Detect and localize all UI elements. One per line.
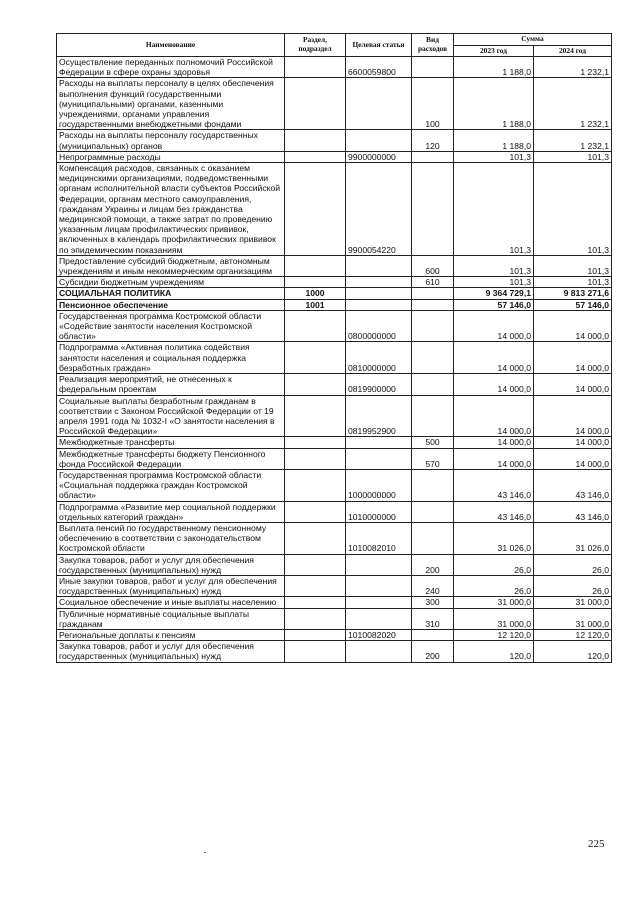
cell-article: 1010082010 <box>346 522 412 554</box>
cell-2024: 43 146,0 <box>534 501 612 522</box>
cell-2024: 101,3 <box>534 255 612 276</box>
cell-section <box>285 374 346 395</box>
cell-2023: 12 120,0 <box>454 629 534 640</box>
cell-type: 500 <box>412 437 454 448</box>
cell-article: 0819900000 <box>346 374 412 395</box>
cell-2024: 101,3 <box>534 277 612 288</box>
cell-2023: 31 026,0 <box>454 522 534 554</box>
cell-name: Социальное обеспечение и иные выплаты населению <box>57 597 285 608</box>
cell-2023: 57 146,0 <box>454 299 534 310</box>
cell-section <box>285 342 346 374</box>
cell-type <box>412 310 454 342</box>
cell-2024: 101,3 <box>534 151 612 162</box>
cell-type: 300 <box>412 597 454 608</box>
cell-2023: 101,3 <box>454 255 534 276</box>
cell-section <box>285 57 346 78</box>
cell-2023: 26,0 <box>454 554 534 575</box>
header-article: Целевая статья <box>346 34 412 57</box>
header-sum: Сумма <box>454 34 612 46</box>
cell-name: Межбюджетные трансферты бюджету Пенсионного фонда Российской Федерации <box>57 448 285 469</box>
cell-2023: 14 000,0 <box>454 342 534 374</box>
cell-2024: 14 000,0 <box>534 342 612 374</box>
header-year-2023: 2023 год <box>454 46 534 57</box>
cell-article <box>346 437 412 448</box>
cell-article: 1010082020 <box>346 629 412 640</box>
cell-2024: 12 120,0 <box>534 629 612 640</box>
cell-section <box>285 597 346 608</box>
cell-type <box>412 501 454 522</box>
cell-2024: 14 000,0 <box>534 310 612 342</box>
cell-2023: 26,0 <box>454 575 534 596</box>
table-row <box>57 299 612 310</box>
cell-section <box>285 608 346 629</box>
cell-article: 1000000000 <box>346 469 412 501</box>
header-section: Раздел, подраздел <box>285 34 346 57</box>
cell-section <box>285 255 346 276</box>
cell-2024: 9 813 271,6 <box>534 288 612 299</box>
table-row <box>57 554 612 575</box>
cell-type <box>412 342 454 374</box>
table-row <box>57 395 612 437</box>
cell-section: 1000 <box>285 288 346 299</box>
cell-type: 610 <box>412 277 454 288</box>
cell-2024: 14 000,0 <box>534 437 612 448</box>
table-row <box>57 629 612 640</box>
header-year-2024: 2024 год <box>534 46 612 57</box>
cell-section <box>285 469 346 501</box>
cell-article <box>346 608 412 629</box>
cell-2023: 14 000,0 <box>454 310 534 342</box>
cell-type: 200 <box>412 554 454 575</box>
table-row <box>57 374 612 395</box>
cell-name: Закупка товаров, работ и услуг для обеспечения государственных (муниципальных) нужд <box>57 641 285 662</box>
cell-2024: 57 146,0 <box>534 299 612 310</box>
table-row <box>57 163 612 256</box>
cell-2023: 14 000,0 <box>454 448 534 469</box>
scan-artifact <box>204 852 206 853</box>
cell-name: СОЦИАЛЬНАЯ ПОЛИТИКА <box>57 288 285 299</box>
table-row <box>57 501 612 522</box>
cell-2024: 1 232,1 <box>534 78 612 130</box>
cell-article: 0800000000 <box>346 310 412 342</box>
cell-2023: 14 000,0 <box>454 374 534 395</box>
cell-article: 9900000000 <box>346 151 412 162</box>
cell-type: 120 <box>412 130 454 151</box>
cell-2023: 43 146,0 <box>454 501 534 522</box>
cell-2023: 43 146,0 <box>454 469 534 501</box>
cell-section: 1001 <box>285 299 346 310</box>
cell-2024: 31 000,0 <box>534 597 612 608</box>
cell-type: 200 <box>412 641 454 662</box>
cell-2024: 1 232,1 <box>534 130 612 151</box>
cell-section <box>285 78 346 130</box>
cell-name: Расходы на выплаты персоналу в целях обеспечения выполнения функций государственными (муниципальными) органами, казенными учреждениями, органами управления государственными внебюджетными фондами <box>57 78 285 130</box>
cell-2023: 31 000,0 <box>454 608 534 629</box>
cell-name: Выплата пенсий по государственному пенсионному обеспечению в соответствии с законодательством Костромской области <box>57 522 285 554</box>
cell-name: Межбюджетные трансферты <box>57 437 285 448</box>
cell-section <box>285 501 346 522</box>
cell-2023: 9 364 729,1 <box>454 288 534 299</box>
cell-name: Предоставление субсидий бюджетным, автономным учреждениям и иным некоммерческим организациям <box>57 255 285 276</box>
cell-type <box>412 395 454 437</box>
table-row <box>57 437 612 448</box>
table-body <box>57 57 612 663</box>
cell-type: 100 <box>412 78 454 130</box>
table-row <box>57 448 612 469</box>
table-row <box>57 288 612 299</box>
table-row <box>57 522 612 554</box>
cell-type <box>412 151 454 162</box>
cell-2024: 101,3 <box>534 163 612 256</box>
cell-section <box>285 437 346 448</box>
cell-name: Региональные доплаты к пенсиям <box>57 629 285 640</box>
cell-name: Публичные нормативные социальные выплаты гражданам <box>57 608 285 629</box>
table-row <box>57 310 612 342</box>
cell-article: 1010000000 <box>346 501 412 522</box>
table-row <box>57 57 612 78</box>
cell-name: Подпрограмма «Активная политика содействия занятости населения и социальная поддержка безработных граждан» <box>57 342 285 374</box>
cell-2024: 14 000,0 <box>534 395 612 437</box>
table-row <box>57 130 612 151</box>
cell-type: 570 <box>412 448 454 469</box>
cell-type <box>412 288 454 299</box>
cell-2023: 1 188,0 <box>454 78 534 130</box>
cell-article <box>346 130 412 151</box>
cell-article <box>346 299 412 310</box>
cell-article <box>346 288 412 299</box>
table-row <box>57 469 612 501</box>
cell-name: Закупка товаров, работ и услуг для обеспечения государственных (муниципальных) нужд <box>57 554 285 575</box>
cell-article: 0810000000 <box>346 342 412 374</box>
cell-2023: 101,3 <box>454 163 534 256</box>
cell-article <box>346 554 412 575</box>
cell-article <box>346 575 412 596</box>
table-row <box>57 151 612 162</box>
cell-type <box>412 57 454 78</box>
cell-2024: 26,0 <box>534 554 612 575</box>
cell-type <box>412 163 454 256</box>
cell-type <box>412 299 454 310</box>
cell-section <box>285 130 346 151</box>
cell-2023: 101,3 <box>454 277 534 288</box>
cell-name: Субсидии бюджетным учреждениям <box>57 277 285 288</box>
cell-2024: 14 000,0 <box>534 374 612 395</box>
cell-section <box>285 395 346 437</box>
table-row <box>57 597 612 608</box>
cell-type <box>412 469 454 501</box>
table-row <box>57 255 612 276</box>
cell-type: 240 <box>412 575 454 596</box>
cell-article <box>346 448 412 469</box>
cell-name: Подпрограмма «Развитие мер социальной поддержки отдельных категорий граждан» <box>57 501 285 522</box>
cell-2023: 1 188,0 <box>454 130 534 151</box>
cell-type <box>412 374 454 395</box>
cell-section <box>285 277 346 288</box>
cell-section <box>285 448 346 469</box>
cell-section <box>285 151 346 162</box>
cell-name: Государственная программа Костромской области «Содействие занятости населения Костромской области» <box>57 310 285 342</box>
table-row <box>57 78 612 130</box>
cell-name: Расходы на выплаты персоналу государственных (муниципальных) органов <box>57 130 285 151</box>
header-name: Наименование <box>57 34 285 57</box>
cell-2024: 31 000,0 <box>534 608 612 629</box>
cell-article <box>346 78 412 130</box>
cell-2023: 120,0 <box>454 641 534 662</box>
cell-2024: 14 000,0 <box>534 448 612 469</box>
cell-section <box>285 629 346 640</box>
table-row <box>57 277 612 288</box>
cell-name: Компенсация расходов, связанных с оказанием медицинскими организациями, подведомственными органам исполнительной власти субъектов Российской Федерации, органам местного самоуправления, гражданам Украины и лицам без гражданства медицинской помощи, а также затрат по проведению указанным лицам профилактических прививок, включенных в календарь профилактических прививок по эпидемическим показаниям <box>57 163 285 256</box>
cell-section <box>285 641 346 662</box>
budget-table <box>56 33 612 663</box>
cell-2024: 43 146,0 <box>534 469 612 501</box>
cell-2023: 1 188,0 <box>454 57 534 78</box>
cell-2024: 120,0 <box>534 641 612 662</box>
cell-name: Социальные выплаты безработным гражданам в соответствии с Законом Российской Федерации от 19 апреля 1991 года № 1032-I «О занятости населения в Российской Федерации» <box>57 395 285 437</box>
cell-article <box>346 277 412 288</box>
cell-section <box>285 554 346 575</box>
cell-section <box>285 310 346 342</box>
cell-2024: 1 232,1 <box>534 57 612 78</box>
header-type: Вид расходов <box>412 34 454 57</box>
cell-section <box>285 522 346 554</box>
cell-type: 310 <box>412 608 454 629</box>
cell-name: Непрограммные расходы <box>57 151 285 162</box>
cell-name: Пенсионное обеспечение <box>57 299 285 310</box>
cell-article: 9900054220 <box>346 163 412 256</box>
cell-name: Осуществление переданных полномочий Российской Федерации в сфере охраны здоровья <box>57 57 285 78</box>
cell-2024: 26,0 <box>534 575 612 596</box>
page-number: 225 <box>588 838 605 850</box>
cell-name: Иные закупки товаров, работ и услуг для обеспечения государственных (муниципальных) нужд <box>57 575 285 596</box>
cell-name: Государственная программа Костромской области «Социальная поддержка граждан Костромской области» <box>57 469 285 501</box>
table-row <box>57 575 612 596</box>
cell-section <box>285 163 346 256</box>
cell-2023: 101,3 <box>454 151 534 162</box>
cell-name: Реализация мероприятий, не отнесенных к федеральным проектам <box>57 374 285 395</box>
cell-type: 600 <box>412 255 454 276</box>
cell-article: 0819952900 <box>346 395 412 437</box>
cell-article <box>346 641 412 662</box>
cell-section <box>285 575 346 596</box>
table-row <box>57 608 612 629</box>
cell-2023: 14 000,0 <box>454 395 534 437</box>
cell-article <box>346 255 412 276</box>
cell-2023: 31 000,0 <box>454 597 534 608</box>
cell-2023: 14 000,0 <box>454 437 534 448</box>
cell-type <box>412 522 454 554</box>
cell-2024: 31 026,0 <box>534 522 612 554</box>
cell-article: 6600059800 <box>346 57 412 78</box>
cell-type <box>412 629 454 640</box>
table-row <box>57 342 612 374</box>
cell-article <box>346 597 412 608</box>
table-row <box>57 641 612 662</box>
